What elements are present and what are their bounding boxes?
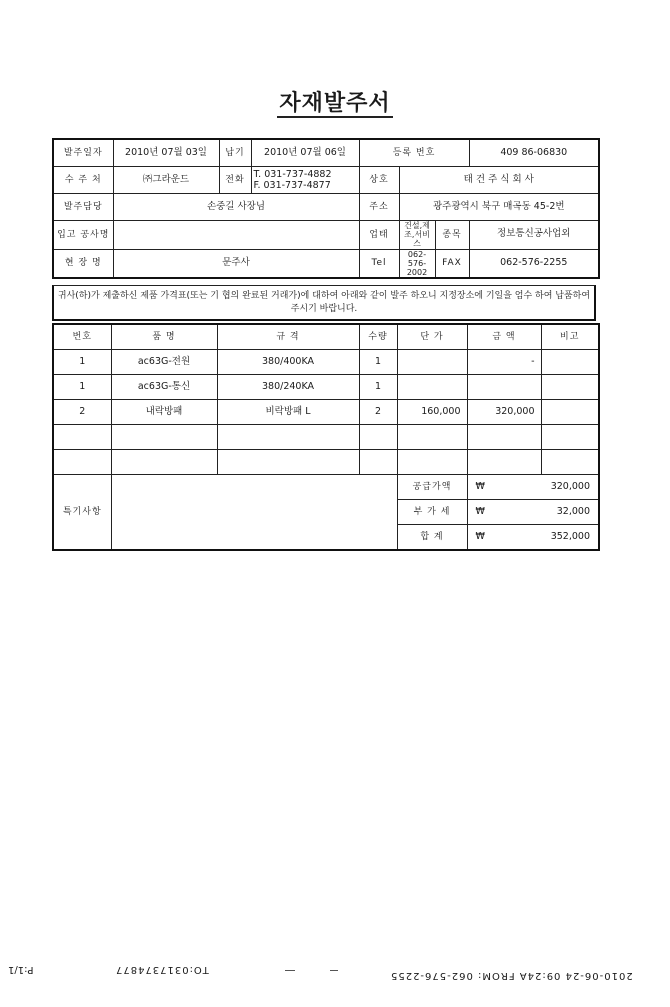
item-no: 2 [53,400,111,425]
total-label: 합 계 [397,525,467,551]
currency-symbol: ₩ [475,480,485,492]
table-row [53,400,599,425]
supply-value: 320,000 [550,480,590,492]
company-label: 상호 [359,167,399,194]
table-row [53,425,599,450]
item-spec: 380/240KA [217,375,359,400]
table-row [53,450,599,475]
items-header-row [53,324,599,350]
phone-f: F. 031-737-4877 [253,180,331,191]
item-spec: 380/400KA [217,350,359,375]
items-table [52,323,600,551]
order-date: 2010년 07월 03일 [113,139,219,167]
vat-value: 32,000 [556,505,590,517]
reg-no: 409 86-06830 [469,139,599,167]
address: 광주광역시 북구 매곡동 45-2번 [399,194,599,221]
footer-page: P:1/1 [8,964,34,975]
category: 정보통신공사업외 [469,221,599,250]
currency-symbol: ₩ [475,530,485,542]
item-amount [467,450,541,475]
item-spec: 비락방패 L [217,400,359,425]
fax-mark [330,970,338,971]
supply-cell [467,475,599,500]
col-no: 번호 [53,324,111,350]
tel: 062-576-2002 [399,249,435,278]
item-note [541,425,599,450]
item-name: 내락방패 [111,400,217,425]
company: 태 건 주 식 회 사 [399,167,599,194]
item-name [111,450,217,475]
category-label: 종목 [435,221,469,250]
table-row [53,350,599,375]
footer-from: 2010-06-24 09:24A FROM: 062-576-2255 [390,970,633,981]
site-label: 입고 공사명 [53,221,113,250]
manager-label: 발주담당 [53,194,113,221]
fax: 062-576-2255 [469,249,599,278]
item-price [397,425,467,450]
receiver: ㈜그라운드 [113,167,219,194]
sender: 문주사 [113,249,359,278]
item-no [53,425,111,450]
manager: 손중길 사장님 [113,194,359,221]
item-spec [217,425,359,450]
item-qty [359,450,397,475]
item-qty: 1 [359,375,397,400]
summary-row-supply [53,475,599,500]
remarks-area [111,475,397,551]
item-no: 1 [53,350,111,375]
col-note: 비고 [541,324,599,350]
item-note [541,350,599,375]
item-no [53,450,111,475]
col-name: 품 명 [111,324,217,350]
item-price: 160,000 [397,400,467,425]
phone-label: 전화 [219,167,251,194]
item-price [397,350,467,375]
item-no: 1 [53,375,111,400]
item-spec [217,450,359,475]
sender-label: 현 장 명 [53,249,113,278]
col-amount: 금 액 [467,324,541,350]
item-qty [359,425,397,450]
item-name: ac63G-전원 [111,350,217,375]
item-name [111,425,217,450]
item-price [397,375,467,400]
total-cell [467,525,599,551]
footer-to: TO:0317374877 [115,964,209,975]
item-amount: 320,000 [467,400,541,425]
due-label: 납기 [219,139,251,167]
phone-cell [251,167,359,194]
fax-mark [285,970,295,971]
currency-symbol: ₩ [475,505,485,517]
total-value: 352,000 [550,530,590,542]
document-title [0,86,670,117]
item-price [397,450,467,475]
site [113,221,359,250]
receiver-label: 수 주 처 [53,167,113,194]
item-note [541,450,599,475]
item-amount [467,375,541,400]
order-date-label: 발주일자 [53,139,113,167]
due-date: 2010년 07월 06일 [251,139,359,167]
phone-t: T. 031-737-4882 [253,169,332,180]
col-price: 단 가 [397,324,467,350]
address-label: 주소 [359,194,399,221]
fax-label: FAX [435,249,469,278]
vat-label: 부 가 세 [397,500,467,525]
col-spec: 규 격 [217,324,359,350]
business: 건설,제조,서비스 [399,221,435,250]
remarks-label: 특기사항 [53,475,111,551]
table-row [53,375,599,400]
item-note [541,400,599,425]
tel-label: Tel [359,249,399,278]
order-notice: 귀사(하)가 제출하신 제품 가격표(또는 기 협의 완료된 거래가)에 대하여 아래와 같이 발주 하오니 지정장소에 기일을 엄수 하여 납품하여 주시기 바랍니다. [52,285,596,321]
business-label: 업태 [359,221,399,250]
item-qty: 2 [359,400,397,425]
title-text: 자재발주서 [279,91,391,116]
order-header-table [52,138,600,279]
col-qty: 수량 [359,324,397,350]
vat-cell [467,500,599,525]
item-name: ac63G-통신 [111,375,217,400]
reg-label: 등록 번호 [359,139,469,167]
item-amount [467,425,541,450]
item-note [541,375,599,400]
supply-label: 공급가액 [397,475,467,500]
item-amount: - [467,350,541,375]
item-qty: 1 [359,350,397,375]
